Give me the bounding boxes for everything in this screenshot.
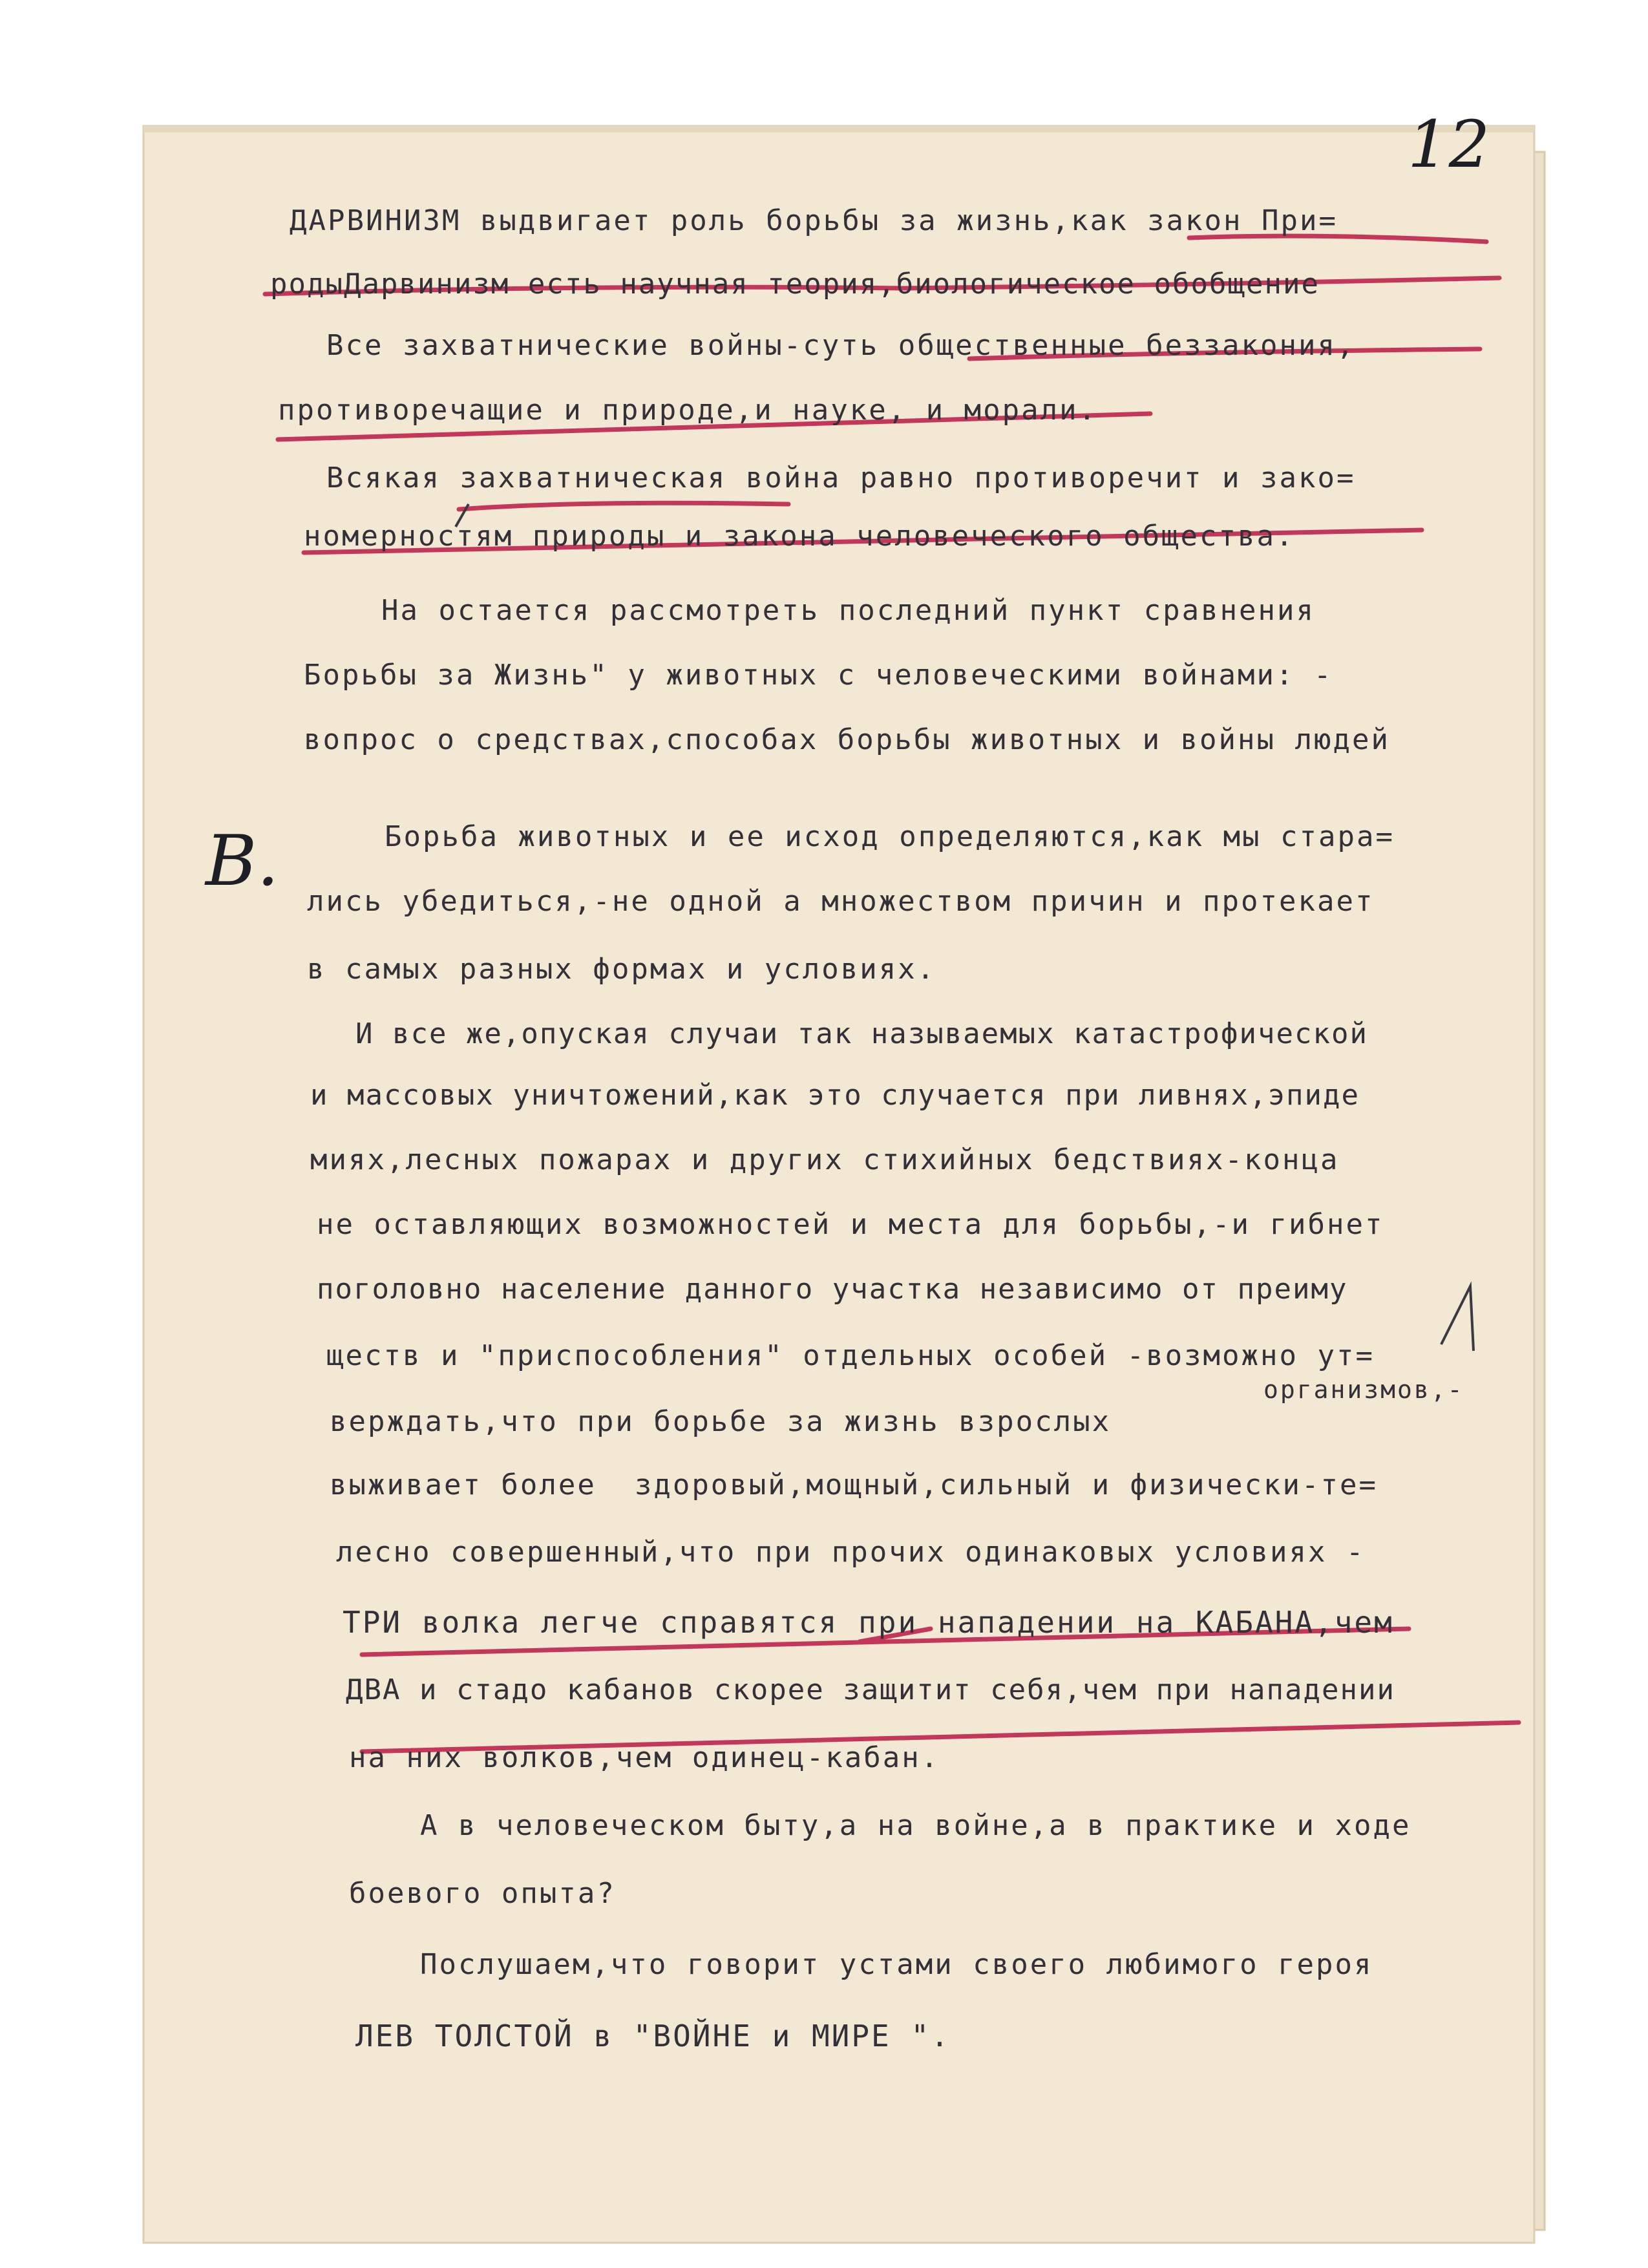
text-line: противоречащие и природе,и науке, и морали. xyxy=(278,394,1098,427)
text-line: и массовых уничтожений,как это случается при ливнях,эпиде xyxy=(310,1079,1360,1112)
text-line: ДВА и стадо кабанов скорее защитит себя,чем при нападении xyxy=(346,1673,1395,1706)
text-line: не оставляющих возможностей и места для борьбы,-и гибнет xyxy=(317,1208,1384,1241)
text-line: лесно совершенный,что при прочих одинаковых условиях - xyxy=(336,1536,1366,1569)
text-line: верждать,что при борьбе за жизнь взрослых xyxy=(330,1405,1112,1438)
text-line: Всякая захватническая война равно противоречит и зако= xyxy=(326,461,1356,494)
text-line: Борьба животных и ее исход определяются,как мы стара= xyxy=(385,820,1395,853)
text-line: миях,лесных пожарах и других стихийных бедствиях-конца xyxy=(310,1143,1340,1176)
text-line: На остается рассмотреть последний пункт сравнения xyxy=(381,594,1316,627)
text-line: на них волков,чем одинец-кабан. xyxy=(349,1741,940,1774)
text-line: Борьбы за Жизнь" у животных с человеческими войнами: - xyxy=(304,659,1333,692)
text-line: ЛЕВ ТОЛСТОЙ в "ВОЙНЕ и МИРЕ ". xyxy=(355,2019,951,2053)
text-line: ществ и "приспособления" отдельных особей -возможно ут= xyxy=(326,1339,1375,1372)
text-line: Послушаем,что говорит устами своего любимого героя xyxy=(420,1948,1373,1981)
text-line: И все же,опуская случаи так называемых катастрофической xyxy=(355,1017,1368,1050)
text-line: поголовно население данного участка независимо от преиму xyxy=(317,1273,1348,1306)
text-line: вопрос о средствах,способах борьбы животных и войны людей xyxy=(304,723,1390,756)
text-line: номерностям природы и закона человеческого общества. xyxy=(304,520,1295,553)
page-number: 12 xyxy=(1408,107,1490,182)
text-line: боевого опыта? xyxy=(349,1877,616,1910)
text-line: Все захватнические войны-суть общественные беззакония, xyxy=(326,329,1356,362)
text-line: родыДарвинизм есть научная теория,биологическое обобщение xyxy=(270,268,1320,301)
text-line: в самых разных формах и условиях. xyxy=(307,953,936,986)
paper-sheet xyxy=(143,126,1534,2243)
text-line: ТРИ волка легче справятся при нападении на КАБАНА,чем xyxy=(343,1605,1394,1640)
text-line: лись убедиться,-не одной а множеством причин и протекает xyxy=(307,885,1375,918)
margin-mark: В. xyxy=(206,821,279,902)
text-line: ДАРВИНИЗМ выдвигает роль борьбы за жизнь,как закон При= xyxy=(290,204,1338,237)
text-line: А в человеческом быту,а на войне,а в практике и ходе xyxy=(420,1809,1411,1842)
text-line: выживает более здоровый,мощный,сильный и физически-те= xyxy=(330,1468,1378,1501)
paper-edge-shadow xyxy=(143,126,1534,132)
text-line: организмов,- xyxy=(1263,1375,1464,1404)
